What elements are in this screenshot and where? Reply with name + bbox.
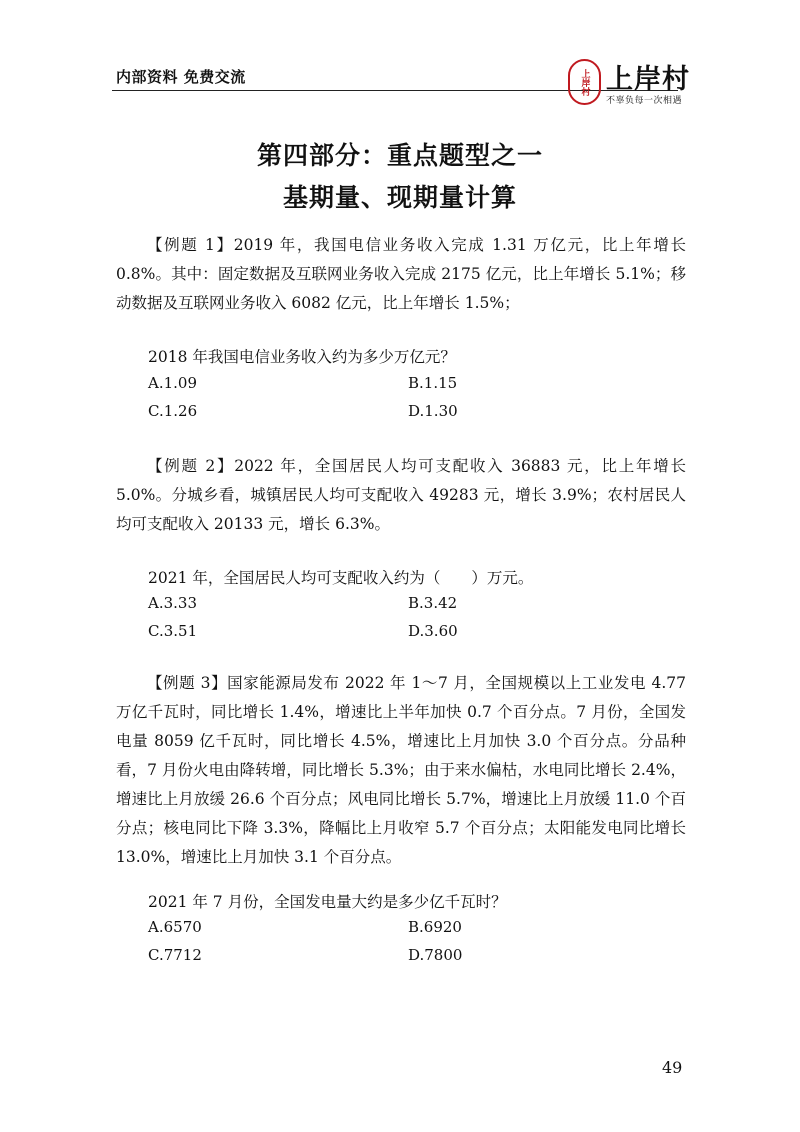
example-3-option-b[interactable]: B.6920 xyxy=(408,918,462,936)
example-2-option-b[interactable]: B.3.42 xyxy=(408,594,458,612)
example-1-option-c[interactable]: C.1.26 xyxy=(148,402,198,420)
logo-seal-text: 上岸村 xyxy=(579,68,590,96)
logo-name: 上岸村 xyxy=(606,64,690,95)
example-2-passage xyxy=(116,452,686,539)
example-1-question: 2018 年我国电信业务收入约为多少万亿元？ xyxy=(148,348,456,366)
example-2-option-d[interactable]: D.3.60 xyxy=(408,622,458,640)
example-3-passage xyxy=(116,669,686,872)
example-2-option-a[interactable]: A.3.33 xyxy=(148,594,197,612)
example-2-text: 2022 年，全国居民人均可支配收入 36883 元，比上年增长 5.0%。分城乡看，城镇居民人均可支配收入 49283 元，增长 3.9%；农村居民人均可支配收入 20133 元，增长 6.3%。 xyxy=(116,457,686,533)
logo-seal-icon xyxy=(568,59,601,105)
page-title-line1: 第四部分：重点题型之一 xyxy=(256,141,543,170)
example-3-label: 【例题 3】 xyxy=(147,674,228,692)
example-1-option-d[interactable]: D.1.30 xyxy=(408,402,458,420)
example-3-option-d[interactable]: D.7800 xyxy=(408,946,463,964)
example-3-option-a[interactable]: A.6570 xyxy=(148,918,202,936)
example-1-passage xyxy=(116,231,686,318)
example-3-option-c[interactable]: C.7712 xyxy=(148,946,202,964)
example-1-option-b[interactable]: B.1.15 xyxy=(408,374,458,392)
example-1-label: 【例题 1】 xyxy=(147,236,234,254)
brand-logo xyxy=(564,55,704,110)
example-3-question: 2021 年 7 月份，全国发电量大约是多少亿千瓦时？ xyxy=(148,893,507,911)
example-1-text: 2019 年，我国电信业务收入完成 1.31 万亿元，比上年增长 0.8%。其中：固定数据及互联网业务收入完成 2175 亿元，比上年增长 5.1%；移动数据及互联网业务收入 6082 亿元，比上年增长 1.5%； xyxy=(116,236,686,312)
example-2-label: 【例题 2】 xyxy=(147,457,235,475)
example-3-text: 国家能源局发布 2022 年 1～7 月，全国规模以上工业发电 4.77 万亿千瓦时，同比增长 1.4%，增速比上半年加快 0.7 个百分点。7 月份，全国发电量 8059 亿千瓦时，同比增长 4.5%，增速比上月加快 3.0 个百分点。分品种看，7 月份火电由降转增，同比增长 5.3%；由于来水偏枯，水电同比增长 2.4%，增速比上月放缓 26.6 个百分点；风电同比增长 5.7%，增速比上月放缓 11.0 个百分点；核电同比下降 3.3%，降幅比上月收窄 5.7 个百分点；太阳能发电同比增长 13.0%，增速比上月加快 3.1 个百分点。 xyxy=(116,674,686,866)
example-2-option-c[interactable]: C.3.51 xyxy=(148,622,198,640)
example-2-question: 2021 年，全国居民人均可支配收入约为（ ）万元。 xyxy=(148,569,534,587)
example-1-option-a[interactable]: A.1.09 xyxy=(148,374,197,392)
logo-slogan: 不辜负每一次相遇 xyxy=(606,96,683,106)
header-left-text: 内部资料 免费交流 xyxy=(116,68,246,86)
page-title-line2: 基期量、现期量计算 xyxy=(282,183,517,212)
page-number: 49 xyxy=(662,1058,683,1077)
